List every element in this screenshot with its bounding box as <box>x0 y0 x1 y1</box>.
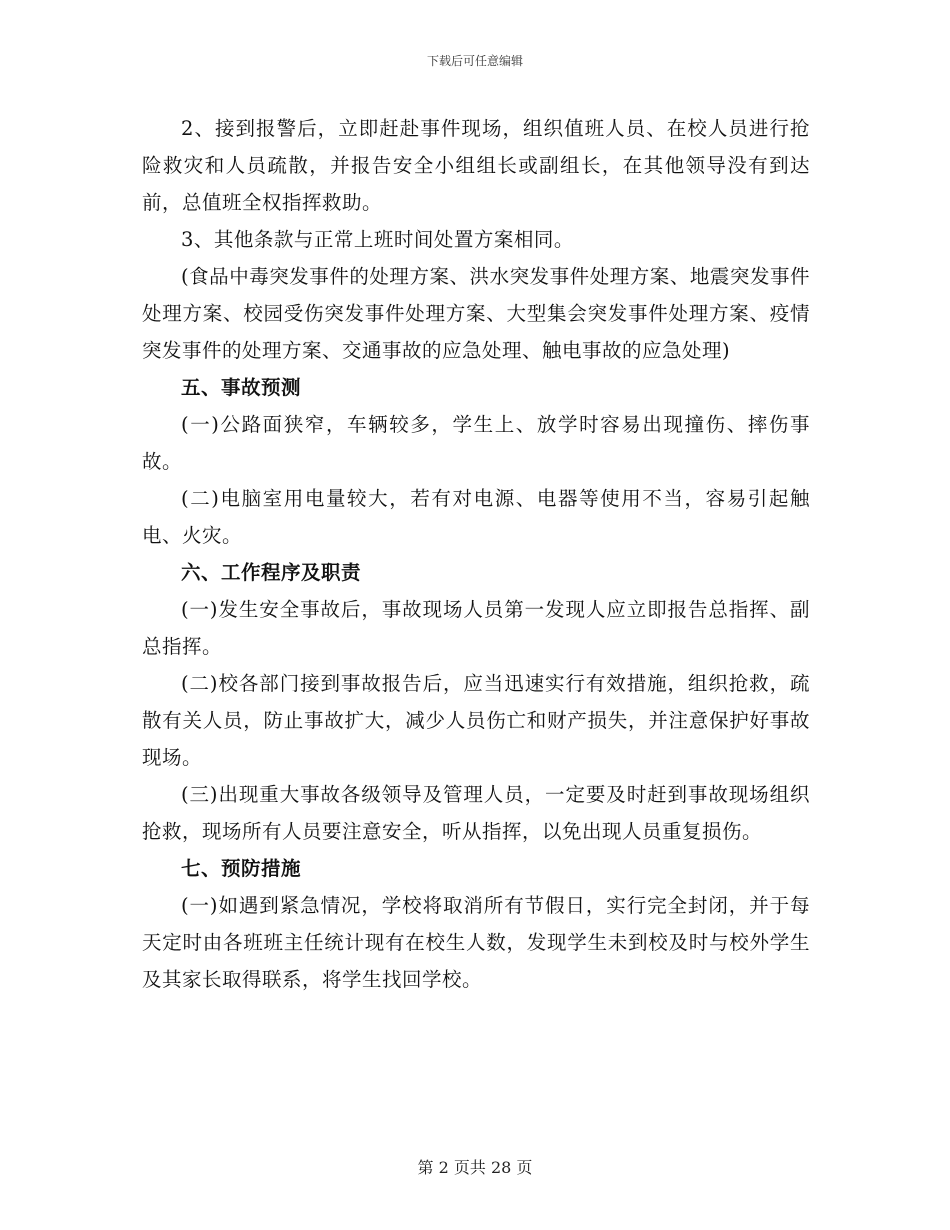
paragraph-other-clauses: 3、其他条款与正常上班时间处置方案相同。 <box>181 228 574 251</box>
paragraph-computer-room-risk: (二)电脑室用电量较大，若有对电源、电器等使用不当，容易引起触电、火灾。 <box>142 487 810 547</box>
paragraph-emergency-closure: (一)如遇到紧急情况，学校将取消所有节假日，实行完全封闭，并于每天定时由各班班主任统计现有在校生人数，发现学生未到校及时与校外学生及其家长取得联系，将学生找回学校。 <box>142 894 810 991</box>
paragraph-alarm-response: 2、接到报警后，立即赶赴事件现场，组织值班人员、在校人员进行抢险救灾和人员疏散，并报告安全小组组长或副组长，在其他领导没有到达前，总值班全权指挥救助。 <box>142 117 810 214</box>
section-heading-procedures: 六、工作程序及职责 <box>181 561 362 584</box>
paragraph-major-accident: (三)出现重大事故各级领导及管理人员，一定要及时赶到事故现场组织抢救，现场所有人员要注意安全，听从指挥，以免出现人员重复损伤。 <box>142 783 810 843</box>
paragraph-report-procedure: (一)发生安全事故后，事故现场人员第一发现人应立即报告总指挥、副总指挥。 <box>142 598 810 658</box>
section-heading-accident-prediction: 五、事故预测 <box>181 376 302 399</box>
paragraph-road-risk: (一)公路面狭窄，车辆较多，学生上、放学时容易出现撞伤、摔伤事故。 <box>142 413 810 473</box>
page-header: 下载后可任意编辑 <box>426 54 523 68</box>
paragraph-department-response: (二)校各部门接到事故报告后，应当迅速实行有效措施，组织抢救，疏散有关人员，防止事故扩大，减少人员伤亡和财产损失，并注意保护好事故现场。 <box>142 672 810 769</box>
paragraph-plan-list: (食品中毒突发事件的处理方案、洪水突发事件处理方案、地震突发事件处理方案、校园受伤突发事件处理方案、大型集会突发事件处理方案、疫情突发事件的处理方案、交通事故的应急处理、触电事故的应急处理) <box>142 265 810 362</box>
document-body <box>142 110 810 998</box>
page-number-footer: 第 2 页共 28 页 <box>417 1158 533 1177</box>
section-heading-prevention: 七、预防措施 <box>181 857 302 880</box>
